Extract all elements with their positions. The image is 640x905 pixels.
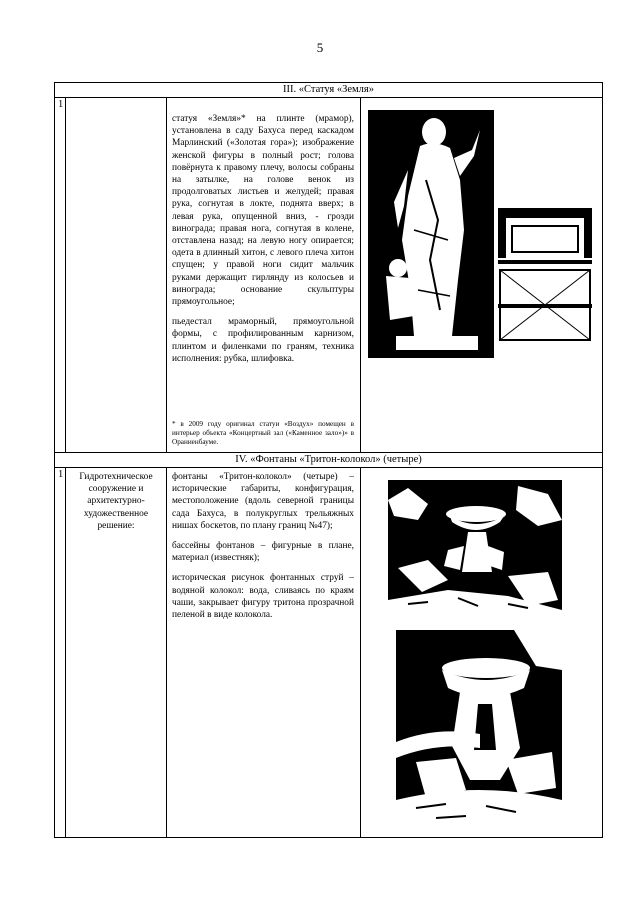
section-3-row-number: 1 — [58, 99, 64, 110]
section-3-footnote: * в 2009 году оригинал статуи «Воздух» помещен в интерьер объекта «Концертный зал («Каменное зало»)» в Ораниенбауме. — [172, 420, 354, 446]
section-4-row-number: 1 — [58, 469, 64, 480]
protected-objects-table — [54, 82, 603, 838]
number-column-border — [65, 97, 66, 452]
section-4-description — [172, 471, 354, 629]
statue-earth-photo — [368, 110, 494, 358]
section-4-title: IV. «Фонтаны «Тритон-колокол» (четыре) — [235, 454, 422, 465]
section-3-header-border — [54, 97, 603, 98]
statue-description: статуя «Земля»* на плинте (мрамор), установлена в саду Бахуса перед каскадом Марлинский («Золотая гора»); изображение женской фигуры в полный рост; голова повёрнута к правому плечу, волосы собраны на затылке, на голове венок из продолговатых листьев и желудей; правая рука, согнутая в локте, поднята вверх; в левая рука, опущенной вниз, - грозди винограда; правая нога, согнутая в колене, отставлена назад; на левую ногу опирается; одета в длинный хитон, с левого плеча хитон спущен; у правой ноги сидит мальчик руками держащит гирлянду из колосьев и винограда; основание скульптуры прямоугольное; — [172, 114, 354, 308]
element-column-border-2 — [166, 467, 167, 837]
number-column-border-2 — [65, 467, 66, 837]
section-3-description — [172, 113, 354, 373]
basins-description: бассейны фонтанов – фигурные в плане, материал (известняк); — [172, 541, 354, 564]
section-3-title: III. «Статуя «Земля» — [283, 84, 374, 95]
fountain-photo-2 — [396, 630, 562, 828]
pedestal-drawing — [498, 208, 592, 342]
fountains-description: фонтаны «Тритон-колокол» (четыре) – исторические габариты, конфигурация, местоположение (вдоль северной границы сада Бахуса, в полукруглых трельяжных нишах боскетов, по плану границ №47); — [172, 472, 354, 531]
fountain-photo-1 — [388, 480, 562, 618]
section-4-header-border — [54, 467, 603, 468]
element-column-border — [166, 97, 167, 452]
water-jets-description: историческая рисунок фонтанных струй – водяной колокол: вода, сливаясь по краям чаши, закрывает фигуру тритона прозрачной пеленой в виде колокола. — [172, 573, 354, 621]
table-bottom-border — [54, 837, 603, 838]
description-column-border-2 — [360, 467, 361, 837]
description-column-border — [360, 97, 361, 452]
section-4-element-label: Гидротехническое сооружение и архитектурно-художественное решение: — [79, 472, 153, 531]
page-number: 5 — [316, 40, 324, 55]
pedestal-description: пьедестал мраморный, прямоугольной формы, с профилированным карнизом, плинтом и филенками по граням, техника исполнения: рубка, шлифовка. — [172, 317, 354, 364]
